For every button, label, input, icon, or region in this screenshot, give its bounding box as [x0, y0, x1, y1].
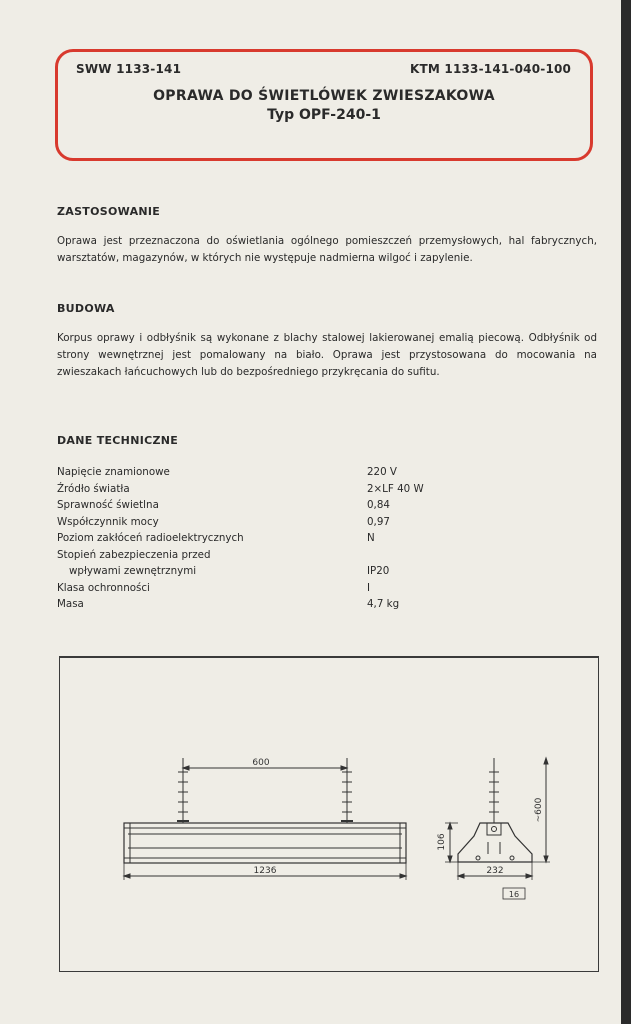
spec-row	[57, 532, 457, 549]
spec-row	[57, 466, 457, 483]
spec-label: Źródło światła	[57, 482, 130, 495]
mount-screw	[492, 827, 497, 832]
document-title: OPRAWA DO ŚWIETLÓWEK ZWIESZAKOWA	[153, 88, 495, 104]
dim-length: 1236	[253, 866, 277, 876]
spec-value: 0,84	[367, 499, 390, 511]
ktm-code: KTM 1133-141-040-100	[410, 62, 572, 76]
spec-label: Stopień zabezpieczenia przed	[57, 548, 211, 561]
luminaire-drawing	[60, 658, 597, 970]
spec-row	[57, 549, 457, 566]
spec-value: N	[367, 532, 375, 544]
spec-label: Napięcie znamionowe	[57, 466, 170, 478]
spec-row	[57, 483, 457, 500]
spec-row	[57, 582, 457, 599]
spec-value: IP20	[367, 565, 390, 577]
spec-row	[57, 516, 457, 533]
spec-value: 2×LF 40 W	[367, 482, 424, 495]
spec-value: 0,97	[367, 515, 390, 528]
side-foot-left	[476, 856, 480, 860]
dim-width: 232	[486, 866, 504, 876]
page-number: 16	[508, 890, 520, 899]
application-text: Oprawa jest przeznaczona do oświetlania ogólnego pomieszczeń przemysłowych, hal fabrycznych, warsztatów, magazynów, w których nie występuje nadmierna wilgoć i zapylenie.	[57, 235, 597, 264]
standard-code: SWW 1133-141	[76, 62, 182, 76]
spec-row	[57, 565, 457, 582]
spec-label: Sprawność świetlna	[57, 499, 159, 511]
side-foot-right	[510, 856, 514, 860]
luminaire-body-side	[458, 823, 532, 862]
section-heading-construction: BUDOWA	[57, 302, 115, 315]
section-heading-technical: DANE TECHNICZNE	[57, 434, 179, 447]
spec-label: Współczynnik mocy	[57, 515, 159, 528]
dim-hanger-spacing: 600	[252, 758, 270, 768]
section-heading-application: ZASTOSOWANIE	[57, 205, 161, 218]
dim-height: 106	[437, 833, 447, 851]
side-mount-plate	[487, 823, 501, 835]
page-edge-shadow	[621, 0, 631, 1024]
construction-text: Korpus oprawy i odbłyśnik są wykonane z blachy stalowej lakierowanej emalią piecową. Odbłyśnik od strony wewnętrznej jest pomalowany na biało. Oprawa jest przystosowana do mocowania na zwieszakach łańcuchowych lub do bezpośredniego przykręcania do sufitu.	[57, 332, 597, 378]
dim-suspension: ~600	[534, 797, 544, 823]
spec-value: 220 V	[367, 466, 397, 478]
spec-row	[57, 499, 457, 516]
spec-label: Klasa ochronności	[57, 581, 150, 594]
spec-row	[57, 598, 457, 615]
spec-value: 4,7 kg	[367, 598, 400, 610]
document-subtitle: Typ OPF-240-1	[267, 107, 381, 123]
spec-label: wpływami zewnętrznymi	[69, 565, 197, 577]
technical-drawing-frame	[59, 656, 599, 972]
spec-value: I	[367, 581, 371, 594]
technical-data-table	[57, 466, 457, 615]
luminaire-body-front	[124, 823, 406, 863]
spec-label: Poziom zakłóceń radioelektrycznych	[57, 532, 244, 544]
spec-label: Masa	[57, 598, 84, 610]
